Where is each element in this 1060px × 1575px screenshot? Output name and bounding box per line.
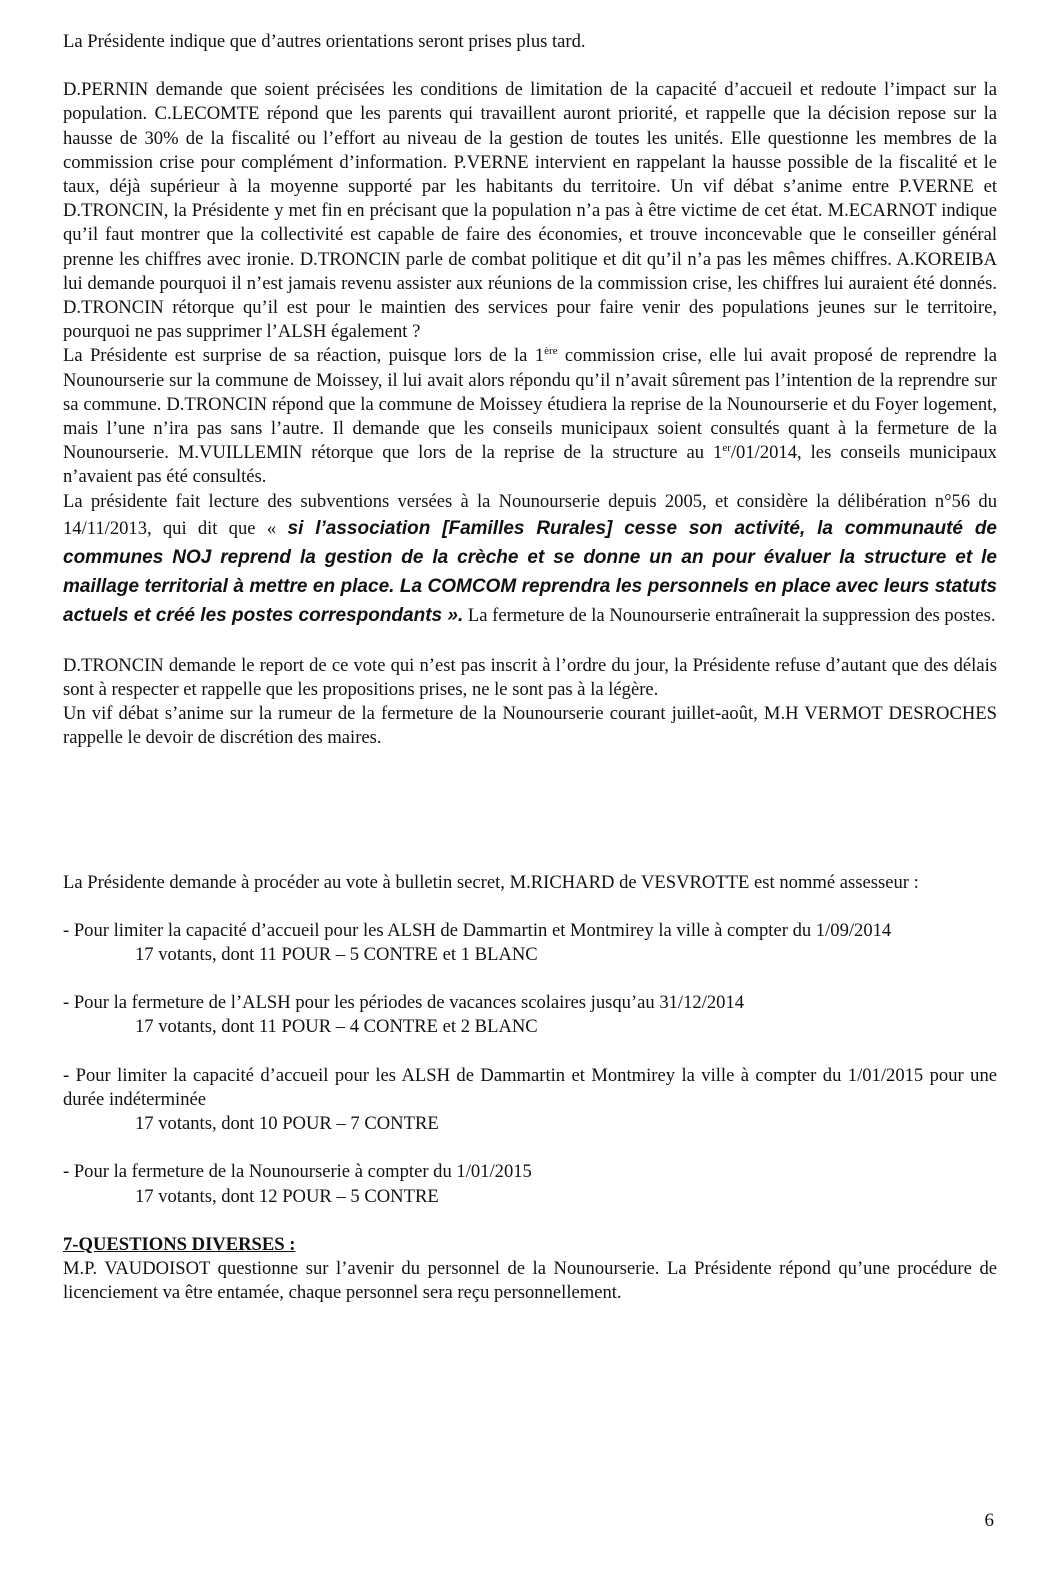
superscript-er: er [722,442,731,455]
section-title: 7-QUESTIONS DIVERSES : [63,1233,296,1255]
quote-text: si l’association [Familles Rurales] cesse son activité, la communauté de communes NOJ reprend la gestion de la crèche et se donne un an pour évaluer la structure et le maillage territorial à mettre en place. La COMCOM reprendra les personnels en place avec leurs statuts actuels et créé les postes correspondants ». [63,517,997,626]
vote-result: 17 votants, dont 12 POUR – 5 CONTRE [135,1185,439,1207]
paragraph-deliberation [63,490,997,630]
vote-motion: - Pour la fermeture de la Nounourserie à compter du 1/01/2015 [63,1161,532,1183]
text-segment: commission crise, elle lui avait proposé de reprendre la Nounourserie sur la commune de Moissey, il lui avait alors répondu qu’il n’avait sûrement pas l’intention de la reprendre sur sa commune. D.TRONCIN répond que la commune de Moissey étudiera la reprise de la Nounourserie et du Foyer logement, mais l’une n’ira pas sans l’autre. Il demande que les conseils municipaux soient consultés quant à la fermeture de la Nounourserie. M.VUILLEMIN rétorque que lors de la reprise de la structure au 1 [63,345,998,464]
text-segment: La Présidente est surprise de sa réaction, puisque lors de la 1 [63,345,545,367]
opening-quote-mark: « [266,517,288,539]
paragraph-vote-intro: La Présidente demande à procéder au vote à bulletin secret, M.RICHARD de VESVROTTE est nommé assesseur : [63,871,919,893]
vote-motion: - Pour la fermeture de l’ALSH pour les périodes de vacances scolaires jusqu’au 31/12/2014 [63,992,745,1014]
vote-result: 17 votants, dont 10 POUR – 7 CONTRE [135,1113,439,1135]
text-segment: La fermeture de la Nounourserie entraînerait la suppression des postes. [463,604,996,626]
text-segment: /01/2014, les conseils municipaux n’avaient pas été consultés. [63,442,997,488]
paragraph-orientations: La Présidente indique que d’autres orientations seront prises plus tard. [63,31,586,52]
superscript-ere: ère [544,345,558,358]
page-number: 6 [984,1510,994,1531]
document-page [63,30,997,1305]
vote-motion: - Pour limiter la capacité d’accueil pour les ALSH de Dammartin et Montmirey la ville à compter du 1/09/2014 [63,919,892,941]
paragraph-presidente-reaction [63,344,997,489]
paragraph-debate: D.PERNIN demande que soient précisées les conditions de limitation de la capacité d’accueil et redoute l’impact sur la population. C.LECOMTE répond que les parents qui travaillent auront priorité, et rappelle que la décision repose sur la hausse de 30% de la fiscalité ou l’effort au niveau de la gestion de toutes les unités. Elle questionne les membres de la commission crise pour complément d’information. P.VERNE intervient en rappelant la hausse possible de la fiscalité et le taux, déjà supérieur à la moyenne supporté par les habitants du territoire. Un vif débat s’anime entre P.VERNE et D.TRONCIN, la Présidente y met fin en précisant que la population n’a pas à être victime de cet état. M.ECARNOT indique qu’il faut montrer que la collectivité est capable de faire des économies, et trouve inconcevable que le conseiller général prenne les chiffres avec ironie. D.TRONCIN parle de combat politique et dit qu’il n’a pas les mêmes chiffres. A.KOREIBA lui demande pourquoi il n’est jamais revenu assister aux réunions de la commission crise, les chiffres lui auraient été donnés. D.TRONCIN rétorque qu’il est pour le maintien des services pour faire venir des populations jeunes sur le territoire, pourquoi ne pas supprimer l’ALSH également ? [63,79,997,343]
paragraph-report-vote: D.TRONCIN demande le report de ce vote qui n’est pas inscrit à l’ordre du jour, la Présidente refuse d’autant que des délais sont à respecter et rappelle que les propositions prises, ne le sont pas à la légère. [63,654,997,701]
paragraph-rumeur: Un vif débat s’anime sur la rumeur de la fermeture de la Nounourserie courant juillet-août, M.H VERMOT DESROCHES rappelle le devoir de discrétion des maires. [63,703,997,749]
paragraph-questions-diverses: M.P. VAUDOISOT questionne sur l’avenir du personnel de la Nounourserie. La Présidente répond qu’une procédure de licenciement va être entamée, chaque personnel sera reçu personnellement. [63,1257,997,1304]
vote-motion: - Pour limiter la capacité d’accueil pour les ALSH de Dammartin et Montmirey la ville à compter du 1/01/2015 pour une durée indéterminée [63,1064,997,1110]
vote-result: 17 votants, dont 11 POUR – 4 CONTRE et 2 BLANC [135,1016,538,1038]
vote-result: 17 votants, dont 11 POUR – 5 CONTRE et 1 BLANC [135,944,538,966]
text-segment: La présidente fait lecture des subventions versées à la Nounourserie depuis 2005, et considère la délibération n°56 du 14/11/2013, qui dit que [63,490,997,539]
